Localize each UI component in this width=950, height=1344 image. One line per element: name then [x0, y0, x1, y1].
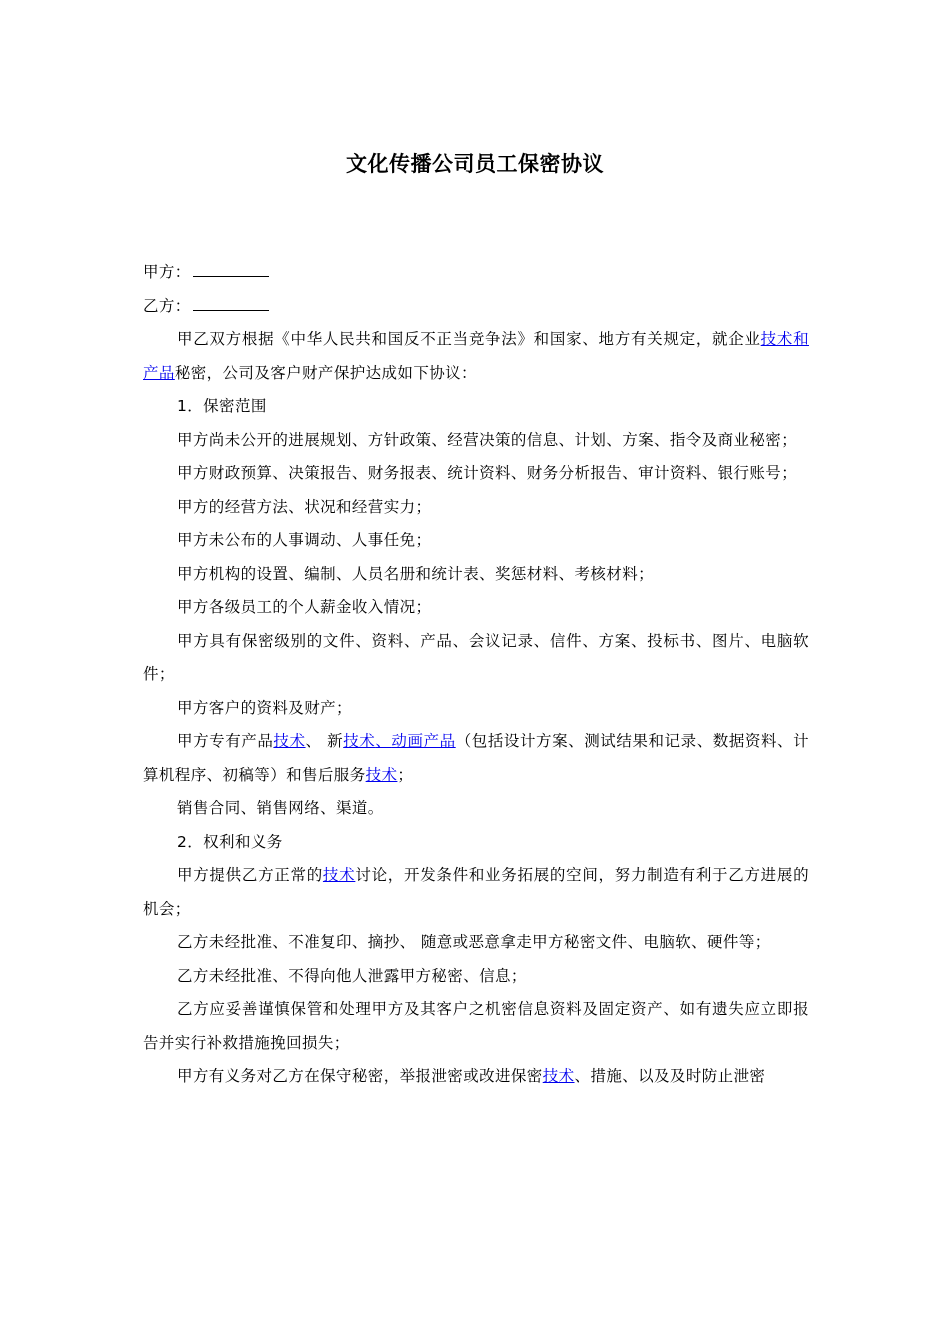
section2-item-text: 甲方有义务对乙方在保守秘密，举报泄密或改进保密	[177, 1067, 543, 1085]
party-b-blank	[193, 309, 269, 311]
section2-item-text: 、措施、以及及时防止泄密	[574, 1067, 766, 1085]
section1-item: 甲方尚未公开的进展规划、方针政策、经营决策的信息、计划、方案、指令及商业秘密；	[177, 430, 798, 449]
tech-item-text: 、 新	[305, 732, 344, 750]
tech-item-text: ；	[397, 765, 414, 784]
section1-item: 甲方各级员工的个人薪金收入情况；	[177, 598, 432, 616]
tech-item-text: 甲方专有产品	[177, 732, 274, 750]
after-sales-tech-link[interactable]: 技术	[365, 765, 398, 784]
document-title: 文化传播公司员工保密协议	[346, 152, 604, 176]
intro-link-tech-product[interactable]: 技术和产品	[143, 330, 809, 382]
section2-item: 乙方未经批准、不准复印、摘抄、 随意或恶意拿走甲方秘密文件、电脑软、硬件等；	[177, 933, 771, 951]
tech-link[interactable]: 技术	[322, 866, 356, 884]
party-a-label: 甲方：	[143, 263, 191, 281]
intro-paragraph	[143, 323, 809, 390]
party-a-blank	[193, 275, 269, 277]
section1-item: 甲方客户的资料及财产；	[177, 698, 352, 717]
party-a-line	[143, 256, 809, 290]
section2-last-item	[143, 1060, 809, 1094]
section1-last-item: 销售合同、销售网络、渠道。	[177, 799, 384, 817]
section2-item	[143, 859, 809, 926]
section1-tech-item	[143, 725, 809, 792]
section2-item: 乙方应妥善谨慎保管和处理甲方及其客户之机密信息资料及固定资产、如有遗失应立即报告并实行补救措施挽回损失；	[143, 1000, 809, 1052]
section2-item-text: 甲方提供乙方正常的	[177, 866, 323, 884]
section1-item: 甲方具有保密级别的文件、资料、产品、会议记录、信件、方案、投标书、图片、电脑软件；	[143, 631, 809, 683]
section1-item: 甲方机构的设置、编制、人员名册和统计表、奖惩材料、考核材料；	[177, 564, 655, 583]
section2-heading: 2．权利和义务	[177, 832, 283, 851]
section2-item: 乙方未经批准、不得向他人泄露甲方秘密、信息；	[177, 966, 527, 985]
section1-item: 甲方未公布的人事调动、人事任免；	[177, 531, 432, 549]
party-b-label: 乙方：	[143, 296, 191, 315]
intro-text-before: 甲乙双方根据《中华人民共和国反不正当竞争法》和国家、地方有关规定，就企业	[177, 330, 761, 348]
tech-separator-link[interactable]: 、	[375, 732, 392, 750]
intro-text-after: 秘密，公司及客户财产保护达成如下协议：	[174, 363, 477, 382]
section1-item: 甲方财政预算、决策报告、财务报表、统计资料、财务分析报告、审计资料、银行账号；	[177, 464, 798, 482]
section2-item-text: 讨论，开发条件和业务拓展的空间，努力制造有利于乙方进展的机会；	[143, 866, 809, 918]
tech-link[interactable]: 技术	[273, 732, 306, 750]
section1-heading: 1．保密范围	[177, 397, 267, 415]
section1-item: 甲方的经营方法、状况和经营实力；	[177, 497, 432, 516]
party-b-line	[143, 290, 809, 324]
animation-product-link[interactable]: 动画产品	[391, 732, 456, 750]
tech-item-text: （包括设计方案、测试结果和记录、数据资料、计算机程序、初稿等）和售后服务	[143, 732, 809, 784]
document-body	[143, 256, 809, 1094]
tech-link[interactable]: 技术	[542, 1067, 575, 1085]
tech-link[interactable]: 技术	[343, 732, 376, 750]
